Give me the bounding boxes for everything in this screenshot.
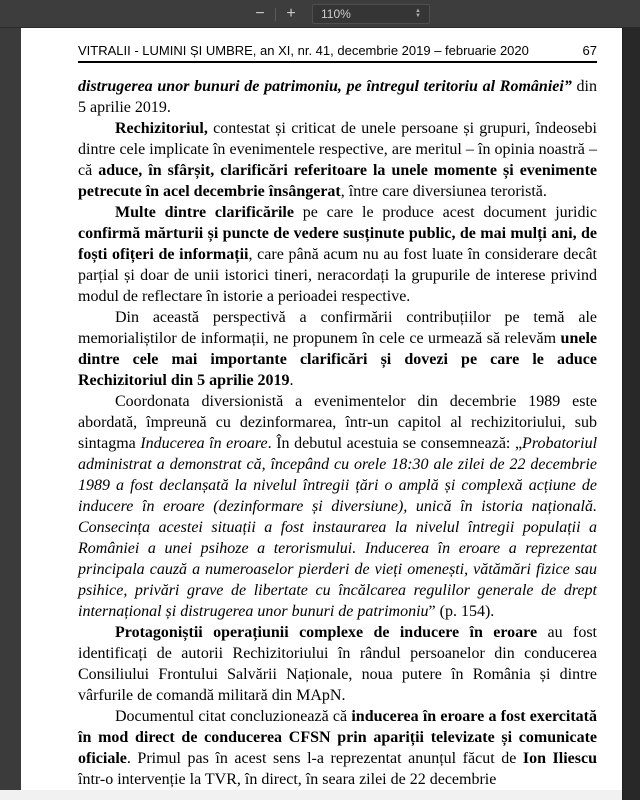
text-run: Multe dintre clarificările xyxy=(115,204,294,221)
text-run: Probatoriul administrat a demonstrat că, începând cu orele 18:30 ale zilei de 22 decembrie 1989 a fost declanșată la nivelul întregii țări o amplă și complexă acțiune de inducere în eroare (dezinformare și diversiune), unică în istoria națională. Consecința acestei situații a fost instaurarea la nivelul întregii populații a României a unei psihoze a terorismului. Inducerea în eroare a reprezentat principala cauză a numeroaselor pierderi de vieți omenești, vătămări fizice sau psihice, privări grave de libertate cu încălcarea regulilor generale de drept internațional și distrugerea unor bunuri de patrimoniu xyxy=(78,435,598,620)
paragraph xyxy=(78,76,597,118)
text-run: . xyxy=(289,372,294,389)
vertical-scrollbar[interactable] xyxy=(622,28,640,800)
text-run: . În debutul acestuia se consemnează: „ xyxy=(267,435,523,452)
document-body xyxy=(78,76,597,790)
text-run: . Primul pas în acest sens l-a reprezentat anunțul făcut de xyxy=(126,750,523,767)
text-run: Inducerea în eroare xyxy=(140,435,268,452)
text-run: contestat și criticat de unele persoane și grupuri, îndeosebi dintre cele implicate în evenimentele respective, are meritul – în opinia noastră – că xyxy=(78,120,597,179)
zoom-in-button[interactable]: + xyxy=(279,0,303,28)
paragraph xyxy=(78,202,597,307)
paragraph xyxy=(78,622,597,706)
pdf-toolbar xyxy=(0,0,640,28)
text-run: distrugerea unor bunuri de patrimoniu, pe întregul teritoriu al României” xyxy=(78,78,572,95)
text-run: unele dintre cele mai importante clarificări și dovezi pe care le aduce Rechizitoriul din 5 aprilie 2019 xyxy=(78,330,597,389)
text-run: Rechizitoriul, xyxy=(115,120,208,137)
text-run: au fost identificați de autorii Rechizitoriului în rândul persoanelor din conducerea Consiliului Frontului Salvării Naționale, noua putere în România și dintre vârfurile de comandă militară din MApN. xyxy=(78,624,597,704)
paragraph xyxy=(78,118,597,202)
text-run: Din această perspectivă a confirmării contribuțiilor pe temă ale memorialiștilor de informații, ne propunem în cele ce urmează să relevăm xyxy=(78,309,597,347)
text-run: inducerea în eroare a fost exercitată în mod direct de conducerea CFSN prin apariții televizate și comunicate oficiale xyxy=(78,708,598,767)
zoom-level-select[interactable] xyxy=(312,4,430,24)
text-run: din 5 aprilie 2019. xyxy=(78,78,598,116)
toolbar-divider xyxy=(275,8,276,21)
zoom-stepper-icon xyxy=(415,9,421,19)
text-run: ” (p. 154). xyxy=(428,603,495,620)
text-run: Coordonata diversionistă a evenimentelor din decembrie 1989 este abordată, împreună cu dezinformarea, într-un capitol al rechizitoriului, sub sintagma xyxy=(78,393,597,452)
text-run: Ion Iliescu xyxy=(522,750,597,767)
text-run: confirmă mărturii și puncte de vedere susținute public, de mai mulți ani, de foști ofițeri de informații xyxy=(78,225,597,263)
text-run: , care până acum nu au fost luate în considerare decât parțial și doar de unii istorici tineri, neracordați la grupurile de interese privind modul de reflectare în istorie a perioadei respective. xyxy=(78,246,598,305)
text-run: , între care diversiunea teroristă. xyxy=(340,183,547,200)
pdf-viewer-area xyxy=(0,28,640,800)
text-run: Protagoniștii operațiunii complexe de inducere în eroare xyxy=(115,624,538,641)
document-header xyxy=(78,43,597,63)
paragraph xyxy=(78,307,597,391)
horizontal-scrollbar-track[interactable] xyxy=(0,790,622,800)
stepper-down-icon: ▼ xyxy=(415,13,421,19)
page-number: 67 xyxy=(582,43,597,58)
document-page xyxy=(21,28,622,790)
zoom-level-value: 110% xyxy=(321,7,351,21)
paragraph xyxy=(78,391,597,622)
zoom-out-button[interactable]: − xyxy=(248,0,272,28)
text-run: Documentul citat concluzionează că xyxy=(115,708,352,725)
text-run: aduce, în sfârșit, clarificări referitoare la unele momente și evenimente petrecute în acel decembrie însângerat xyxy=(78,162,598,200)
journal-title: VITRALII - LUMINI ȘI UMBRE, an XI, nr. 41, decembrie 2019 – februarie 2020 xyxy=(78,43,529,58)
stepper-up-icon: ▲ xyxy=(415,8,421,14)
paragraph xyxy=(78,706,597,790)
text-run: pe care le produce acest document juridic xyxy=(293,204,598,221)
zoom-controls xyxy=(248,0,430,28)
text-run: într-o intervenție la TVR, în direct, în seara zilei de 22 decembrie xyxy=(78,771,497,788)
